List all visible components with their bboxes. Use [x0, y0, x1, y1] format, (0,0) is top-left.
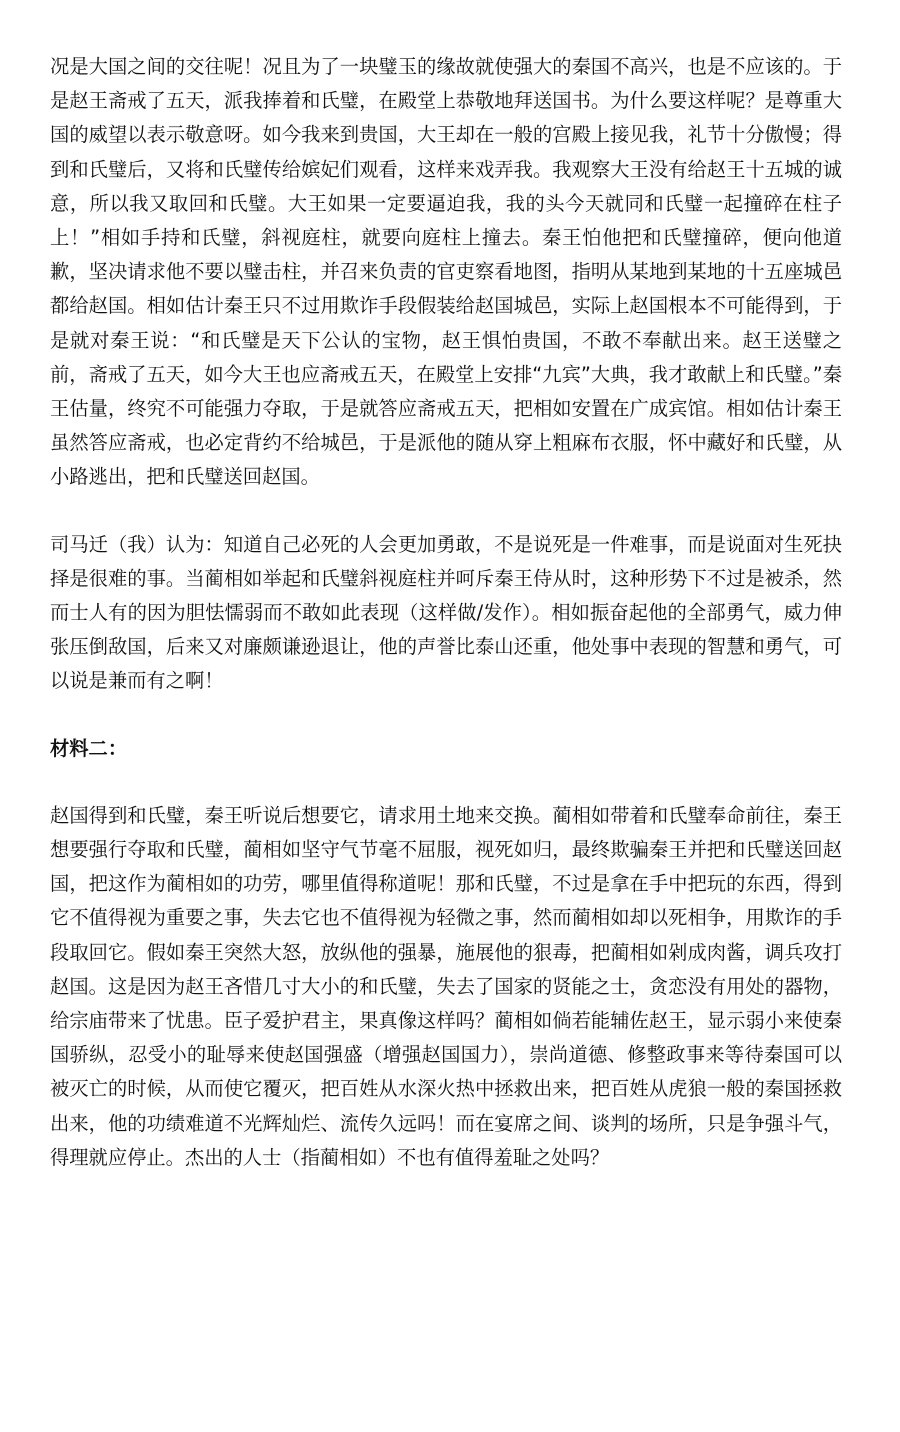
section-heading: 材料二： [50, 736, 128, 760]
paragraph-material-two: 赵国得到和氏璧，秦王听说后想要它，请求用土地来交换。蔺相如带着和氏璧奉命前往，秦王想要强行夺取和氏璧，蔺相如坚守气节毫不屈服，视死如归，最终欺骗秦王并把和氏璧送回赵国，把这作为蔺相如的功劳，哪里值得称道呢！那和氏璧，不过是拿在手中把玩的东西，得到它不值得视为重要之事，失去它也不值得视为轻微之事，然而蔺相如却以死相争，用欺诈的手段取回它。假如秦王突然大怒，放纵他的强暴，施展他的狠毒，把蔺相如剁成肉酱，调兵攻打赵国。这是因为赵王吝惜几寸大小的和氏璧，失去了国家的贤能之士，贪恋没有用处的器物，给宗庙带来了忧患。臣子爱护君主，果真像这样吗？蔺相如倘若能辅佐赵王，显示弱小来使秦国骄纵，忍受小的耻辱来使赵国强盛（增强赵国国力），崇尚道德、修整政事来等待秦国可以被灭亡的时候，从而使它覆灭，把百姓从水深火热中拯救出来，把百姓从虎狼一般的秦国拯救出来，他的功绩难道不光辉灿烂、流传久远吗！而在宴席之间、谈判的场所，只是争强斗气，得理就应停止。杰出的人士（指蔺相如）不也有值得羞耻之处吗？ [50, 803, 842, 1169]
paragraph-translation-story: 况是大国之间的交往呢！况且为了一块璧玉的缘故就使强大的秦国不高兴，也是不应该的。于是赵王斋戒了五天，派我捧着和氏璧，在殿堂上恭敬地拜送国书。为什么要这样呢？是尊重大国的威望以表示敬意呀。如今我来到贵国，大王却在一般的宫殿上接见我，礼节十分傲慢；得到和氏璧后，又将和氏璧传给嫔妃们观看，这样来戏弄我。我观察大王没有给赵王十五城的诚意，所以我又取回和氏璧。大王如果一定要逼迫我，我的头今天就同和氏璧一起撞碎在柱子上！”相如手持和氏璧，斜视庭柱，就要向庭柱上撞去。秦王怕他把和氏璧撞碎，便向他道歉，坚决请求他不要以璧击柱，并召来负责的官吏察看地图，指明从某地到某地的十五座城邑都给赵国。相如估计秦王只不过用欺诈手段假装给赵国城邑，实际上赵国根本不可能得到，于是就对秦王说：“和氏璧是天下公认的宝物，赵王惧怕贵国，不敢不奉献出来。赵王送璧之前，斋戒了五天，如今大王也应斋戒五天，在殿堂上安排“九宾”大典，我才敢献上和氏璧。”秦王估量，终究不可能强力夺取，于是就答应斋戒五天，把相如安置在广成宾馆。相如估计秦王虽然答应斋戒，也必定背约不给城邑，于是派他的随从穿上粗麻布衣服，怀中藏好和氏璧，从小路逃出，把和氏璧送回赵国。 [50, 55, 842, 489]
document-page [50, 50, 842, 1175]
paragraph-sima-qian-comment: 司马迁（我）认为：知道自己必死的人会更加勇敢，不是说死是一件难事，而是说面对生死抉择是很难的事。当蔺相如举起和氏璧斜视庭柱并呵斥秦王侍从时，这种形势下不过是被杀，然而士人有的因为胆怯懦弱而不敢如此表现（这样做/发作）。相如振奋起他的全部勇气，威力伸张压倒敌国，后来又对廉颇谦逊退让，他的声誉比泰山还重，他处事中表现的智慧和勇气，可以说是兼而有之啊！ [50, 532, 842, 693]
